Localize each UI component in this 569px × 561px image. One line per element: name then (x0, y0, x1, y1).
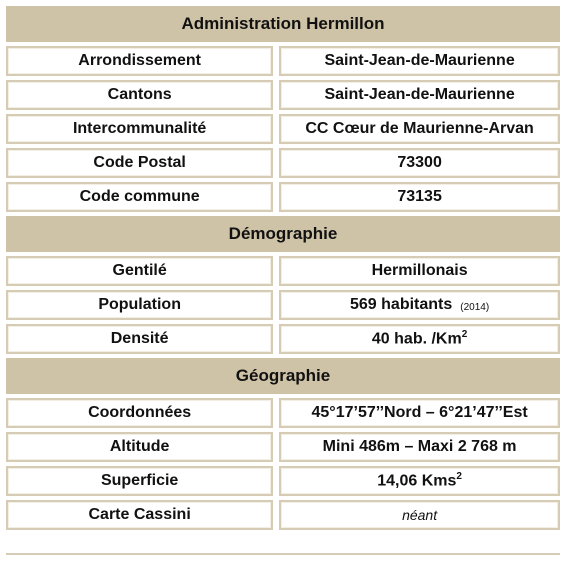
table-row (6, 290, 560, 320)
table-row (6, 432, 560, 462)
row-value: 45°17’57’’Nord – 6°21’47’’Est (279, 398, 560, 428)
row-label: Densité (6, 324, 273, 354)
table-row (6, 80, 560, 110)
row-label: Population (6, 290, 273, 320)
section-header-demographie: Démographie (6, 216, 560, 252)
row-label: Cantons (6, 80, 273, 110)
row-label: Code commune (6, 182, 273, 212)
row-value: Saint-Jean-de-Maurienne (279, 46, 560, 76)
row-label: Arrondissement (6, 46, 273, 76)
row-label: Altitude (6, 432, 273, 462)
superficie-exponent: 2 (456, 471, 462, 483)
table-row (6, 256, 560, 286)
row-value (279, 466, 560, 496)
row-label: Superficie (6, 466, 273, 496)
section-header-geographie: Géographie (6, 358, 560, 394)
row-value: Hermillonais (279, 256, 560, 286)
title-header: Administration Hermillon (6, 6, 560, 42)
table-row (6, 148, 560, 178)
table-row (6, 398, 560, 428)
densite-exponent: 2 (461, 329, 468, 341)
row-value: Mini 486m – Maxi 2 768 m (279, 432, 560, 462)
table-row (6, 46, 560, 76)
row-label: Coordonnées (6, 398, 273, 428)
next-row-edge (6, 553, 560, 561)
row-value: Saint-Jean-de-Maurienne (279, 80, 560, 110)
population-value: 569 habitants (350, 296, 453, 313)
row-label: Carte Cassini (6, 500, 273, 530)
densite-value: 40 hab. /Km (371, 330, 462, 348)
table-row (6, 114, 560, 144)
population-year: (2014) (460, 302, 490, 313)
table-row (6, 500, 560, 530)
row-value (279, 290, 560, 320)
row-value: 73300 (279, 148, 560, 178)
row-value: 73135 (279, 182, 560, 212)
table-row (6, 182, 560, 212)
table-row (6, 324, 560, 354)
table-row (6, 466, 560, 496)
row-value: CC Cœur de Maurienne-Arvan (279, 114, 560, 144)
row-value (279, 324, 560, 354)
row-value: néant (279, 500, 560, 530)
superficie-value: 14,06 Kms (377, 472, 457, 490)
row-label: Intercommunalité (6, 114, 273, 144)
row-label: Code Postal (6, 148, 273, 178)
row-label: Gentilé (6, 256, 273, 286)
infobox-table (6, 2, 560, 534)
